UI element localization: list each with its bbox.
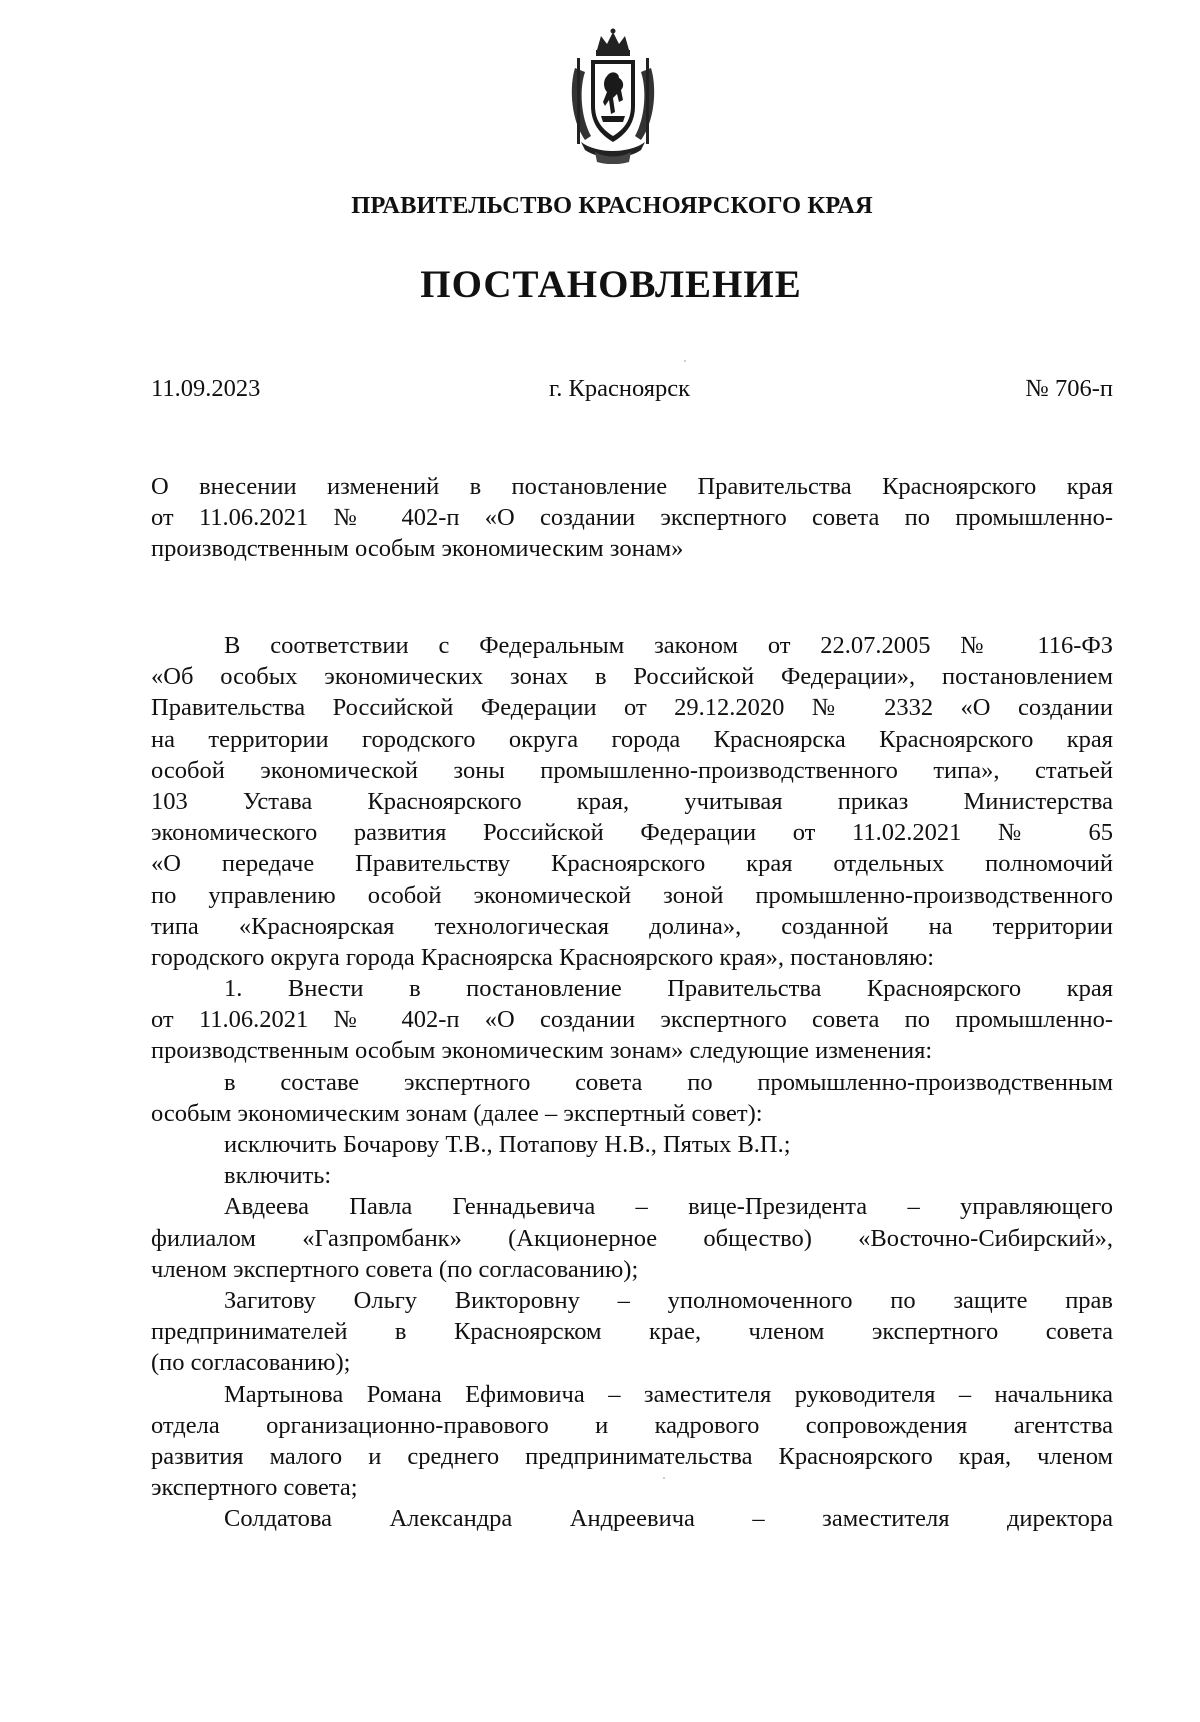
- scan-speck: [684, 360, 686, 362]
- body-line: «О передаче Правительству Красноярского края отдельных полномочий: [151, 850, 1113, 878]
- organization-title: ПРАВИТЕЛЬСТВО КРАСНОЯРСКОГО КРАЯ: [351, 192, 873, 219]
- body-line: в составе экспертного совета по промышленно-производственным: [224, 1068, 1113, 1096]
- subject-line: производственным особым экономическим зонам»: [151, 535, 684, 563]
- body-line: 1. Внести в постановление Правительства Красноярского края: [224, 975, 1113, 1003]
- document-number: № 706-п: [1025, 375, 1113, 402]
- body-line: филиалом «Газпромбанк» (Акционерное общество) «Восточно-Сибирский»,: [151, 1224, 1113, 1252]
- body-line: типа «Красноярская технологическая долина», созданной на территории: [151, 912, 1113, 940]
- subject-line: О внесении изменений в постановление Правительства Красноярского края: [151, 473, 1113, 500]
- body-line: от 11.06.2021 № 402-п «О создании экспертного совета по промышленно-: [151, 1006, 1113, 1034]
- body-line: Солдатова Александра Андреевича – заместителя директора: [224, 1505, 1113, 1533]
- body-line: 103 Устава Красноярского края, учитывая приказ Министерства: [151, 787, 1113, 815]
- body-line: по управлению особой экономической зоной промышленно-производственного: [151, 881, 1113, 909]
- body-line: предпринимателей в Красноярском крае, членом экспертного совета: [151, 1318, 1113, 1346]
- body-line: экономического развития Российской Федерации от 11.02.2021 № 65: [151, 819, 1113, 847]
- body-line: на территории городского округа города Красноярска Красноярского края: [151, 725, 1113, 753]
- document-subject: [151, 471, 1113, 565]
- body-line: развития малого и среднего предпринимательства Красноярского края, членом: [151, 1442, 1113, 1470]
- document-city: г. Красноярск: [549, 375, 691, 402]
- body-line: Мартынова Романа Ефимовича – заместителя руководителя – начальника: [224, 1380, 1113, 1408]
- body-line: городского округа города Красноярска Красноярского края», постановляю:: [151, 943, 935, 971]
- body-line: экспертного совета;: [151, 1474, 358, 1502]
- body-line: членом экспертного совета (по согласованию);: [151, 1255, 639, 1283]
- body-line: включить:: [224, 1162, 332, 1190]
- document-body: [151, 630, 1113, 1534]
- body-line: (по согласованию);: [151, 1349, 351, 1377]
- body-line: Правительства Российской Федерации от 29.12.2020 № 2332 «О создании: [151, 694, 1113, 722]
- document-meta: [151, 375, 1113, 407]
- body-line: «Об особых экономических зонах в Российской Федерации», постановлением: [151, 663, 1113, 691]
- body-line: особым экономическим зонам (далее – экспертный совет):: [151, 1099, 763, 1127]
- body-line: Загитову Ольгу Викторовну – уполномоченного по защите прав: [224, 1286, 1113, 1314]
- body-line: производственным особым экономическим зонам» следующие изменения:: [151, 1037, 933, 1065]
- krasnoyarsk-coat-of-arms-icon: [567, 28, 659, 164]
- subject-line: от 11.06.2021 № 402-п «О создании экспертного совета по промышленно-: [151, 504, 1113, 532]
- scan-speck: [663, 1477, 665, 1479]
- body-line: исключить Бочарову Т.В., Потапову Н.В., Пятых В.П.;: [224, 1131, 791, 1158]
- document-type-title: ПОСТАНОВЛЕНИЕ: [420, 263, 802, 306]
- body-line: особой экономической зоны промышленно-производственного типа», статьей: [151, 756, 1113, 784]
- body-line: Авдеева Павла Геннадьевича – вице-Президента – управляющего: [224, 1193, 1113, 1221]
- body-line: отдела организационно-правового и кадрового сопровождения агентства: [151, 1411, 1113, 1439]
- document-date: 11.09.2023: [151, 375, 261, 402]
- body-line: В соответствии с Федеральным законом от 22.07.2005 № 116-ФЗ: [224, 632, 1113, 659]
